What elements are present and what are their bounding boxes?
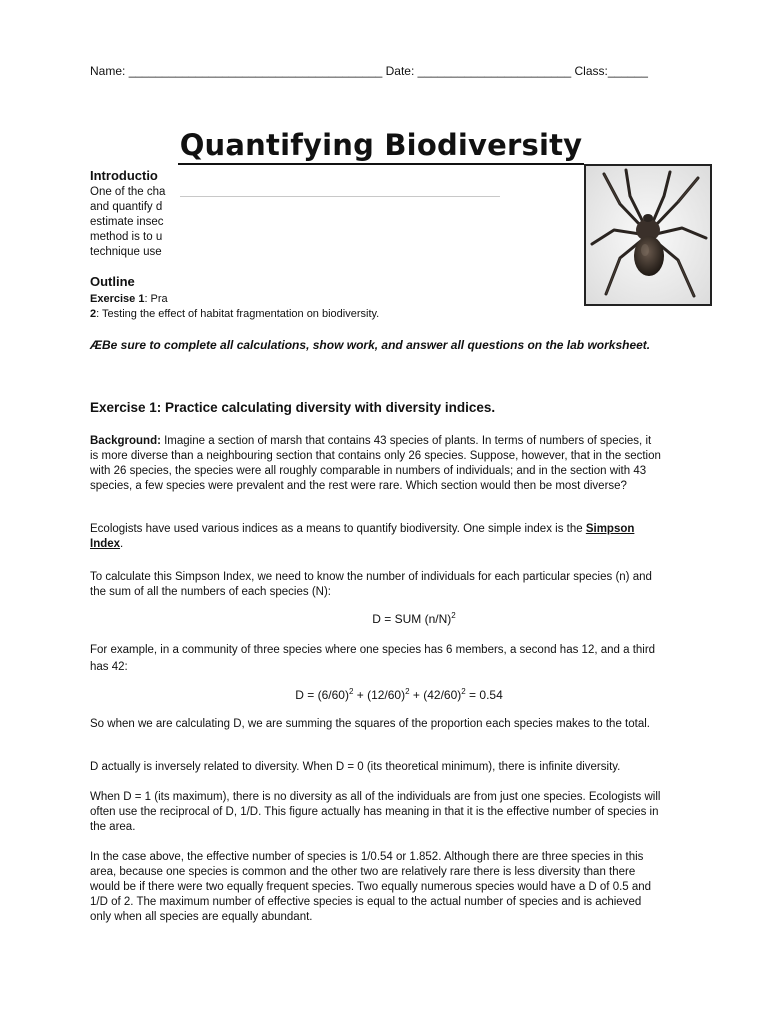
date-label: Date: bbox=[382, 64, 418, 78]
formula-term-1-exp: 2 bbox=[348, 687, 354, 696]
simpson-intro-text: Ecologists have used various indices as a means to quantify biodiversity. One simple index is the bbox=[90, 523, 586, 535]
worksheet-header bbox=[90, 64, 648, 78]
maximum-paragraph: When D = 1 (its maximum), there is no diversity as all of the individuals are from just one species. Ecologists will often use the reciprocal of D, 1/D. This figure actually has meaning in that it is the effective number of species in the area. bbox=[90, 791, 661, 833]
formula-term-1: D = (6/60) bbox=[295, 688, 349, 702]
spider-icon bbox=[586, 166, 710, 304]
exercise-1-heading: Exercise 1: Practice calculating diversity with diversity indices. bbox=[90, 400, 496, 415]
formula-text: D = SUM (n/N) bbox=[372, 612, 452, 626]
outline-ex2-label: 2 bbox=[90, 308, 97, 320]
outline-exercise-2 bbox=[90, 307, 379, 322]
formula-term-2: + (12/60) bbox=[353, 688, 406, 702]
outline-ex1-text: : Pra bbox=[144, 293, 168, 305]
outline-heading: Outline bbox=[90, 274, 135, 289]
calculation-paragraph: To calculate this Simpson Index, we need to know the number of individuals for each particular species (n) and the sum of all the numbers of each species (N): bbox=[90, 571, 652, 598]
intro-line: and quantify d bbox=[90, 201, 163, 213]
overlay-panel bbox=[180, 172, 572, 292]
intro-line: technique use bbox=[90, 246, 162, 258]
name-blank[interactable]: ______________________________________ bbox=[128, 64, 383, 78]
class-blank[interactable]: ______ bbox=[607, 64, 648, 78]
effective-species-paragraph: In the case above, the effective number of species is 1/0.54 or 1.852. Although there are three species in this area, because one species is common and the other two are relatively rare there is less diversity than there would be if there were two equally frequent species. Two equally numerous species would have a D of 0.5 and 1/D of 2. The maximum number of effective species is equal to the actual number of species and is achieved only when all species are equally abundant. bbox=[90, 851, 652, 923]
name-label: Name: bbox=[90, 64, 129, 78]
formula-term-3: + (42/60) bbox=[409, 688, 462, 702]
outline-ex1-label: Exercise 1 bbox=[90, 293, 145, 305]
class-label: Class: bbox=[571, 64, 608, 78]
formula-term-3-exp: 2 bbox=[461, 687, 466, 696]
example-formula bbox=[0, 688, 768, 702]
example-paragraph: For example, in a community of three species where one species has 6 members, a second has 12, and a third has 42: bbox=[90, 644, 656, 673]
formula-term-2-exp: 2 bbox=[405, 687, 410, 696]
overlay-divider bbox=[180, 196, 500, 197]
introduction-heading: Introductio bbox=[90, 168, 158, 183]
simpson-formula bbox=[0, 612, 768, 626]
page-title: Quantifying Biodiversity bbox=[0, 128, 768, 165]
summing-paragraph: So when we are calculating D, we are summing the squares of the proportion each species makes to the total. bbox=[90, 718, 650, 730]
simpson-intro-paragraph bbox=[90, 522, 662, 552]
formula-result: = 0.54 bbox=[465, 688, 503, 702]
background-label: Background: bbox=[90, 435, 161, 447]
date-blank[interactable]: _______________________ bbox=[417, 64, 572, 78]
intro-line: One of the cha bbox=[90, 186, 166, 198]
simpson-intro-end: . bbox=[120, 538, 124, 550]
background-paragraph bbox=[90, 434, 662, 494]
formula-exponent: 2 bbox=[451, 611, 456, 620]
intro-line: estimate insec bbox=[90, 216, 164, 228]
outline-ex2-text: : Testing the effect of habitat fragmentation on biodiversity. bbox=[96, 308, 380, 320]
introduction-text bbox=[90, 185, 182, 260]
simpson-index-link[interactable]: Simpson Index bbox=[90, 523, 635, 550]
outline-exercise-1 bbox=[90, 292, 168, 307]
spider-photo bbox=[584, 164, 712, 306]
background-text: Imagine a section of marsh that contains 43 species of plants. In terms of numbers of species, it is more diverse than a neighbouring section that contains only 26 species. Suppose, however, that in the section with 26 species, the species were all roughly comparable in numbers of individuals; and in the section with 43 species, a few species were prevalent and the rest were rare. Which section would then be most diverse? bbox=[90, 435, 661, 492]
instruction-note: ÆBe sure to complete all calculations, show work, and answer all questions on the lab worksheet. bbox=[90, 338, 651, 352]
inverse-paragraph: D actually is inversely related to diversity. When D = 0 (its theoretical minimum), there is infinite diversity. bbox=[90, 761, 621, 773]
intro-line: method is to u bbox=[90, 231, 163, 243]
